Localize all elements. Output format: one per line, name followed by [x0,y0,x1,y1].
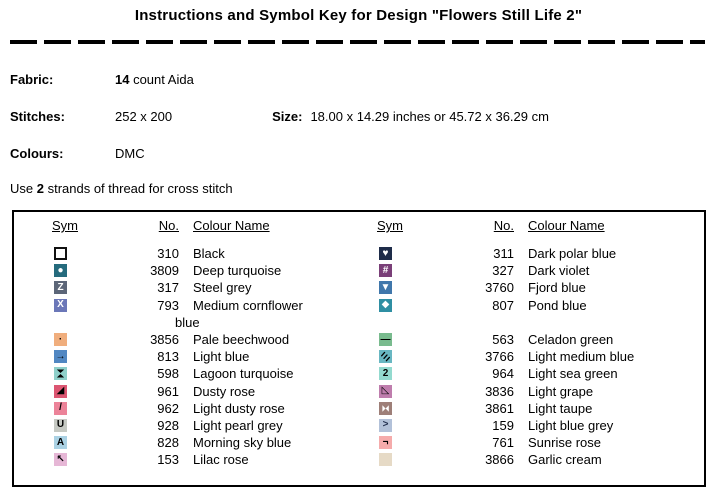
strands-count: 2 [36,181,44,196]
dmc-number: 793 [157,297,179,313]
symbol-swatch: > [379,419,392,432]
colour-name: Light grape [528,383,594,399]
key-row [339,245,708,262]
symbol-cell [339,333,392,346]
dmc-number: 761 [492,435,514,451]
colour-name: Pale beechwood [193,332,290,348]
page-title: Instructions and Symbol Key for Design "Flowers Still Life 2" [134,7,583,24]
symbol-cell [339,299,392,312]
colour-name: Light blue [193,349,250,365]
symbol-cell [14,299,67,312]
key-row [339,434,708,451]
key-row [339,383,708,400]
symbol-swatch: ◆ [379,299,392,312]
colour-name: Medium cornflower [193,297,303,313]
colour-name: Light sea green [528,366,618,382]
colour-name: Pond blue [528,297,587,313]
key-row [14,297,339,314]
key-row [339,451,708,468]
symbol-swatch: — [380,333,391,345]
key-row [339,279,708,296]
dmc-number: 961 [157,383,179,399]
dmc-number: 3856 [150,332,179,348]
key-row [14,331,339,348]
fabric-label: Fabric: [10,72,54,87]
key-row [14,314,339,331]
header-colour-name: Colour Name [193,218,270,233]
dmc-number: 807 [492,297,514,313]
colour-name: Dark violet [528,263,590,279]
symbol-cell [14,419,67,432]
dmc-number: 3866 [485,452,514,468]
key-row [339,262,708,279]
symbol-swatch: ¬ [379,436,392,449]
dmc-number: 598 [157,366,179,382]
dmc-number: 962 [157,400,179,416]
colour-name: Sunrise rose [528,435,601,451]
symbol-swatch: ◢ [54,385,67,398]
symbol-swatch: ↖ [54,453,67,466]
size-label: Size: [272,109,303,124]
symbol-swatch: / [54,402,67,415]
symbol-swatch: ● [54,264,67,277]
colours-value: DMC [115,146,145,161]
key-row [339,297,708,314]
fabric-count: 14 [115,72,130,87]
symbol-cell [14,264,67,277]
colour-name: Morning sky blue [193,435,292,451]
key-row [14,365,339,382]
stitches-row [10,109,549,124]
symbol-cell [339,367,392,380]
dmc-number: 563 [492,332,514,348]
symbol-cell [339,419,392,432]
dmc-number: 928 [157,417,179,433]
symbol-swatch [54,367,67,380]
colour-name: Steel grey [193,280,252,296]
colour-name: Black [193,246,225,262]
dmc-number: 3766 [485,349,514,365]
colour-name: Lagoon turquoise [193,366,294,382]
colour-name: Deep turquoise [193,263,282,279]
symbol-cell [339,436,392,449]
symbol-swatch [379,350,392,363]
symbol-cell [339,281,392,294]
dmc-number: 964 [492,366,514,382]
symbol-swatch: · [54,333,67,346]
header-no: No. [158,218,179,233]
symbol-swatch: U [54,419,67,432]
colour-name-wrap: blue [175,314,200,330]
dmc-number: 317 [157,280,179,296]
symbol-cell [14,402,67,415]
symbol-swatch: → [55,350,66,362]
symbol-swatch: 2 [379,367,392,380]
colour-name: Celadon green [528,332,614,348]
symbol-swatch [54,247,67,260]
key-rows-left [14,245,339,468]
header-sym: Sym [52,218,78,233]
symbol-cell [339,385,392,398]
key-row [14,245,339,262]
key-table-header [14,218,339,233]
key-row [14,262,339,279]
colour-name: Light pearl grey [193,417,283,433]
dmc-number: 159 [492,417,514,433]
key-row [14,434,339,451]
symbol-cell [14,247,67,260]
symbol-swatch [379,453,392,466]
symbol-swatch: # [379,264,392,277]
dmc-number: 153 [157,452,179,468]
symbol-cell [14,436,67,449]
key-row [339,365,708,382]
strands-suffix: strands of thread for cross stitch [43,181,233,196]
symbol-cell [339,350,392,363]
strands-note [10,181,233,196]
colour-name: Light medium blue [528,349,635,365]
symbol-cell [14,350,67,363]
key-row [14,451,339,468]
key-row [14,400,339,417]
symbol-swatch: ♥ [379,247,392,260]
colour-name: Fjord blue [528,280,586,296]
strands-prefix: Use [10,181,37,196]
dmc-number: 3836 [485,383,514,399]
dmc-number: 3809 [150,263,179,279]
symbol-swatch [379,402,392,415]
key-row [14,279,339,296]
colour-name: Lilac rose [193,452,249,468]
colours-row [10,146,145,161]
symbol-cell [339,264,392,277]
symbol-cell [14,385,67,398]
symbol-key-table [12,210,706,487]
key-table-left-half [14,212,339,485]
key-rows-right [339,245,708,468]
symbol-cell [14,453,67,466]
symbol-cell [339,453,392,466]
dashed-divider [10,40,705,44]
dmc-number: 311 [493,246,514,262]
symbol-cell [14,333,67,346]
symbol-cell [339,247,392,260]
key-row [14,383,339,400]
key-row [339,331,708,348]
fabric-value: count Aida [129,72,194,87]
symbol-cell [14,281,67,294]
header-sym: Sym [377,218,403,233]
dmc-number: 310 [157,246,179,262]
colour-name: Light taupe [528,400,593,416]
colour-name: Dark polar blue [528,246,617,262]
stitches-label: Stitches: [10,109,65,124]
key-table-right-half [339,212,708,485]
stitches-value: 252 x 200 [115,109,173,124]
symbol-swatch: X [54,299,67,312]
symbol-swatch: ▼ [380,281,391,293]
key-row [14,417,339,434]
key-row [339,348,708,365]
symbol-swatch: A [54,436,67,449]
colour-name: Garlic cream [528,452,602,468]
colours-label: Colours: [10,146,64,161]
symbol-cell [14,367,67,380]
key-table-header [339,218,708,233]
colour-name: Light dusty rose [193,400,285,416]
symbol-swatch: ◺ [379,385,392,398]
key-row [14,348,339,365]
key-row [339,314,708,331]
key-row [339,417,708,434]
dmc-number: 3861 [485,400,514,416]
dmc-number: 327 [492,263,514,279]
key-row [339,400,708,417]
colour-name: Light blue grey [528,417,614,433]
fabric-row [10,72,194,87]
symbol-swatch: Z [54,281,67,294]
dmc-number: 3760 [485,280,514,296]
header-no: No. [493,218,514,233]
header-colour-name: Colour Name [528,218,605,233]
dmc-number: 828 [157,435,179,451]
dmc-number: 813 [157,349,179,365]
colour-name: Dusty rose [193,383,256,399]
size-value: 18.00 x 14.29 inches or 45.72 x 36.29 cm [310,109,549,124]
symbol-cell [339,402,392,415]
